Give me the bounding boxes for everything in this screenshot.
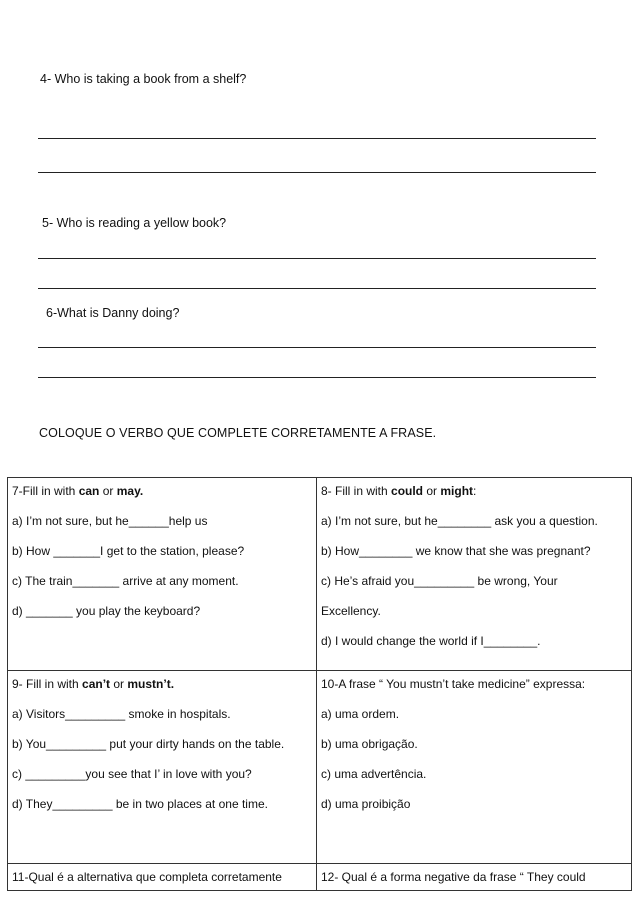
exercise-item: b) uma obrigação. <box>321 737 418 751</box>
instruction-heading: COLOQUE O VERBO QUE COMPLETE CORRETAMENTE A FRASE. <box>39 426 437 440</box>
exercise-12-cell <box>317 864 632 891</box>
question-5: 5- Who is reading a yellow book? <box>42 216 227 230</box>
answer-line[interactable] <box>38 172 596 173</box>
question-4: 4- Who is taking a book from a shelf? <box>40 72 247 86</box>
table-row <box>8 864 632 891</box>
exercise-9-cell <box>8 671 317 864</box>
exercise-item: d) I would change the world if I________. <box>321 634 541 648</box>
exercise-item: c) The train_______ arrive at any moment. <box>12 574 239 588</box>
exercise-7-cell <box>8 478 317 671</box>
exercise-item: a) Visitors_________ smoke in hospitals. <box>12 707 231 721</box>
exercise-item: d) uma proibição <box>321 797 411 811</box>
answer-line[interactable] <box>38 347 596 348</box>
exercise-11-cell <box>8 864 317 891</box>
exercise-item: d) They_________ be in two places at one time. <box>12 797 268 811</box>
exercise-item: b) How________ we know that she was pregnant? <box>321 544 591 558</box>
exercise-item: b) How _______I get to the station, please? <box>12 544 245 558</box>
exercise-11-title: 11-Qual é a alternativa que completa corretamente <box>12 870 282 884</box>
exercise-item: c) uma advertência. <box>321 767 427 781</box>
answer-line[interactable] <box>38 258 596 259</box>
table-row <box>8 671 632 864</box>
question-6: 6-What is Danny doing? <box>46 306 180 320</box>
exercise-item: a) uma ordem. <box>321 707 400 721</box>
exercise-9-title: 9- Fill in with can’t or mustn’t. <box>12 677 175 691</box>
answer-line[interactable] <box>38 288 596 289</box>
answer-line[interactable] <box>38 377 596 378</box>
exercise-item: c) _________you see that I’ in love with you? <box>12 767 252 781</box>
exercise-item: a) I’m not sure, but he______help us <box>12 514 208 528</box>
exercise-7-title: 7-Fill in with can or may. <box>12 484 144 498</box>
exercise-10-title: 10-A frase “ You mustn’t take medicine” expressa: <box>321 677 586 691</box>
exercise-8-cell <box>317 478 632 671</box>
exercise-item: b) You_________ put your dirty hands on the table. <box>12 737 285 751</box>
answer-line[interactable] <box>38 138 596 139</box>
exercise-12-title: 12- Qual é a forma negative da frase “ They could <box>321 870 586 884</box>
exercise-table <box>7 477 632 891</box>
exercise-item: d) _______ you play the keyboard? <box>12 604 201 618</box>
exercise-10-cell <box>317 671 632 864</box>
exercise-8-title: 8- Fill in with could or might: <box>321 484 477 498</box>
exercise-item: Excellency. <box>321 604 381 618</box>
exercise-item: c) He’s afraid you_________ be wrong, Your <box>321 574 558 588</box>
table-row <box>8 478 632 671</box>
exercise-item: a) I’m not sure, but he________ ask you a question. <box>321 514 598 528</box>
